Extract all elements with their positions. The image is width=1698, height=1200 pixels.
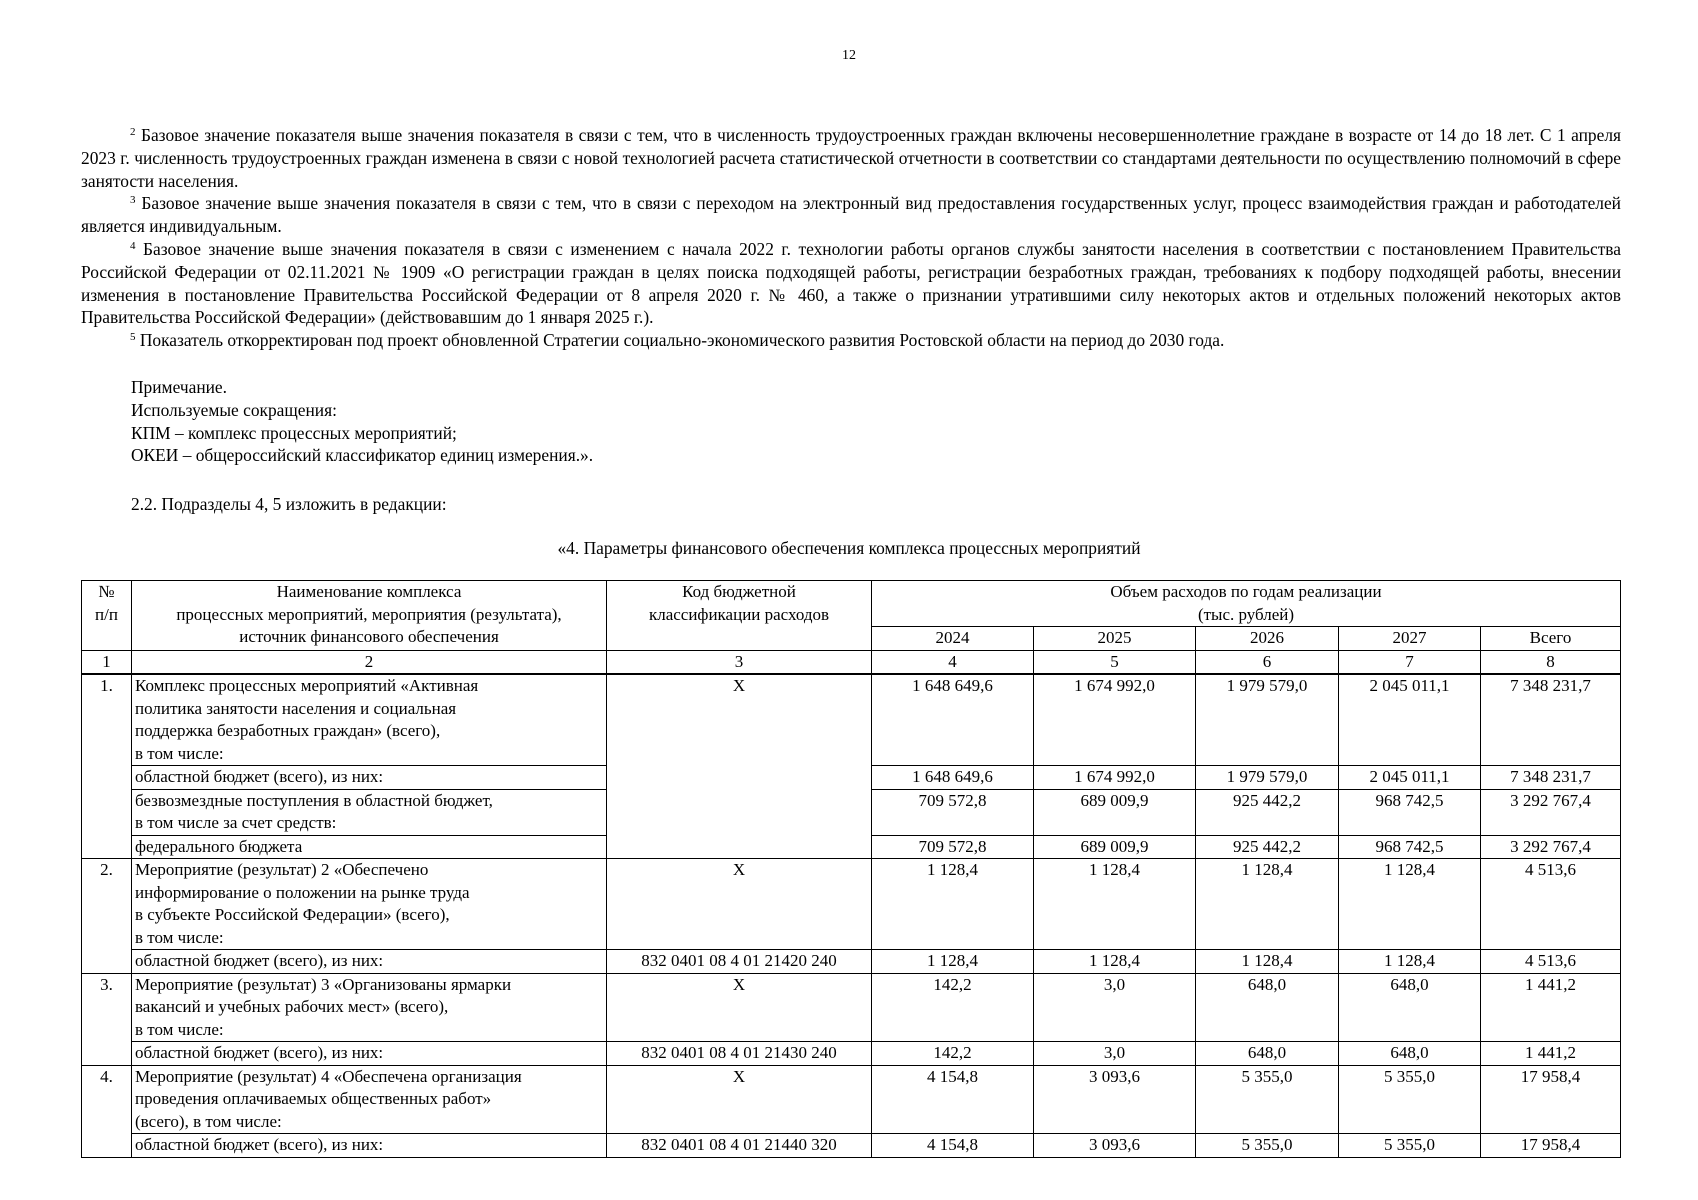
footnote-mark: 4 [130, 239, 136, 252]
column-number: 1 [82, 650, 132, 674]
footnote-4 [81, 238, 1621, 329]
note-block [131, 376, 593, 467]
header-total: Всего [1481, 627, 1621, 651]
footnote-text: Базовое значение выше значения показателя в связи с изменением с начала 2022 г. технологии работы органов службы занятости населения в соответствии с постановлением Правительства Российской Федерации от 02.11.2021 № 1909 «О регистрации граждан в целях поиска подходящей работы, регистрации безработных граждан, требованиях к подбору подходящей работы, внесении изменения в постановление Правительства Российской Федерации от 8 апреля 2020 г. № 460, а также о признании утратившими силу некоторых актов и отдельных положений некоторых актов Правительства Российской Федерации» (действовавшим до 1 января 2025 г.). [81, 238, 1621, 328]
header-num: № п/п [82, 581, 132, 651]
table-row [82, 859, 1621, 950]
footnote-2 [81, 124, 1621, 192]
row-number: 4. [82, 1065, 132, 1157]
budget-code: X [607, 859, 872, 950]
row-name: Мероприятие (результат) 3 «Организованы ярмарки вакансий и учебных рабочих мест» (всего), в том числе: [132, 973, 607, 1042]
year-value: 5 355,0 [1339, 1065, 1481, 1134]
year-value: 1 648 649,6 [872, 766, 1034, 790]
footnote-5 [81, 329, 1621, 352]
year-value: 1 128,4 [872, 950, 1034, 974]
header-year: 2024 [872, 627, 1034, 651]
row-name: Комплекс процессных мероприятий «Активная политика занятости населения и социальная поддержка безработных граждан» (всего), в том числе: [132, 674, 607, 766]
total-value: 17 958,4 [1481, 1065, 1621, 1134]
year-value: 1 128,4 [1196, 859, 1339, 950]
page-number: 12 [842, 48, 856, 63]
total-value: 4 513,6 [1481, 859, 1621, 950]
year-value: 648,0 [1339, 973, 1481, 1042]
note-title: Примечание. [131, 377, 227, 397]
column-number: 5 [1034, 650, 1196, 674]
header-name: Наименование комплекса процессных мероприятий, мероприятия (результата), источник финансового обеспечения [132, 581, 607, 651]
year-value: 709 572,8 [872, 789, 1034, 835]
note-item: ОКЕИ – общероссийский классификатор единиц измерения.». [131, 445, 594, 466]
row-number: 2. [82, 859, 132, 974]
year-value: 3,0 [1034, 973, 1196, 1042]
year-value: 925 442,2 [1196, 789, 1339, 835]
total-value: 1 441,2 [1481, 973, 1621, 1042]
year-value: 1 128,4 [1034, 859, 1196, 950]
footnote-mark: 2 [130, 126, 136, 138]
budget-code: X [607, 674, 872, 859]
header-year: 2027 [1339, 627, 1481, 651]
year-value: 5 355,0 [1339, 1134, 1481, 1158]
budget-code: 832 0401 08 4 01 21440 320 [607, 1134, 872, 1158]
instruction-text: 2.2. Подразделы 4, 5 изложить в редакции: [131, 494, 447, 514]
row-name: областной бюджет (всего), из них: [132, 1134, 607, 1158]
year-value: 3 093,6 [1034, 1134, 1196, 1158]
note-item: КПМ – комплекс процессных мероприятий; [131, 422, 457, 443]
row-number: 3. [82, 973, 132, 1065]
table-row [82, 950, 1621, 974]
footnote-mark: 5 [130, 331, 136, 344]
column-number: 7 [1339, 650, 1481, 674]
year-value: 142,2 [872, 973, 1034, 1042]
header-year: 2025 [1034, 627, 1196, 651]
total-value: 7 348 231,7 [1481, 674, 1621, 766]
header-year: 2026 [1196, 627, 1339, 651]
year-value: 1 128,4 [1196, 950, 1339, 974]
year-value: 648,0 [1196, 973, 1339, 1042]
budget-code: X [607, 1065, 872, 1134]
year-value: 1 128,4 [1339, 950, 1481, 974]
row-name: Мероприятие (результат) 2 «Обеспечено информирование о положении на рынке труда в субъекте Российской Федерации» (всего), в том числе: [132, 859, 607, 950]
year-value: 2 045 011,1 [1339, 766, 1481, 790]
column-number: 8 [1481, 650, 1621, 674]
budget-code: 832 0401 08 4 01 21420 240 [607, 950, 872, 974]
year-value: 709 572,8 [872, 835, 1034, 859]
year-value: 2 045 011,1 [1339, 674, 1481, 766]
row-name: Мероприятие (результат) 4 «Обеспечена организация проведения оплачиваемых общественных работ» (всего), в том числе: [132, 1065, 607, 1134]
total-value: 1 441,2 [1481, 1042, 1621, 1066]
column-number: 3 [607, 650, 872, 674]
note-subtitle: Используемые сокращения: [131, 399, 337, 420]
row-name: областной бюджет (всего), из них: [132, 1042, 607, 1066]
column-number: 6 [1196, 650, 1339, 674]
table-row [82, 1042, 1621, 1066]
year-value: 1 674 992,0 [1034, 766, 1196, 790]
year-value: 1 979 579,0 [1196, 766, 1339, 790]
year-value: 968 742,5 [1339, 835, 1481, 859]
year-value: 142,2 [872, 1042, 1034, 1066]
row-name: областной бюджет (всего), из них: [132, 766, 607, 790]
year-value: 925 442,2 [1196, 835, 1339, 859]
total-value: 4 513,6 [1481, 950, 1621, 974]
year-value: 689 009,9 [1034, 835, 1196, 859]
row-name: областной бюджет (всего), из них: [132, 950, 607, 974]
footnote-text: Показатель откорректирован под проект обновленной Стратегии социально-экономического развития Ростовской области на период до 2030 года. [139, 330, 1225, 351]
table-row [82, 973, 1621, 1042]
year-value: 689 009,9 [1034, 789, 1196, 835]
year-value: 5 355,0 [1196, 1065, 1339, 1134]
total-value: 3 292 767,4 [1481, 835, 1621, 859]
budget-code: X [607, 973, 872, 1042]
total-value: 3 292 767,4 [1481, 789, 1621, 835]
column-number: 4 [872, 650, 1034, 674]
year-value: 1 128,4 [872, 859, 1034, 950]
row-name: безвозмездные поступления в областной бюджет, в том числе за счет средств: [132, 789, 607, 835]
year-value: 968 742,5 [1339, 789, 1481, 835]
total-value: 7 348 231,7 [1481, 766, 1621, 790]
table-row [82, 1134, 1621, 1158]
footnote-text: Базовое значение показателя выше значения показателя в связи с тем, что в численность трудоустроенных граждан включены несовершеннолетние граждане в возрасте от 14 до 18 лет. С 1 апреля 2023 г. численность трудоустроенных граждан изменена в связи с новой технологией расчета статистической отчетности в соответствии со стандартами деятельности по осуществлению полномочий в сфере занятости населения. [81, 125, 1621, 191]
year-value: 3 093,6 [1034, 1065, 1196, 1134]
year-value: 1 128,4 [1339, 859, 1481, 950]
footnote-3 [81, 192, 1621, 238]
column-number: 2 [132, 650, 607, 674]
footnote-mark: 3 [130, 194, 136, 207]
year-value: 1 128,4 [1034, 950, 1196, 974]
year-value: 1 674 992,0 [1034, 674, 1196, 766]
table-row [82, 1065, 1621, 1134]
year-value: 648,0 [1339, 1042, 1481, 1066]
total-value: 17 958,4 [1481, 1134, 1621, 1158]
year-value: 4 154,8 [872, 1134, 1034, 1158]
footnotes [81, 124, 1621, 352]
row-number: 1. [82, 674, 132, 859]
header-code: Код бюджетной классификации расходов [607, 581, 872, 651]
header-volume: Объем расходов по годам реализации (тыс. рублей) [872, 581, 1621, 627]
year-value: 3,0 [1034, 1042, 1196, 1066]
year-value: 4 154,8 [872, 1065, 1034, 1134]
year-value: 1 648 649,6 [872, 674, 1034, 766]
row-name: федерального бюджета [132, 835, 607, 859]
table-row [82, 674, 1621, 766]
budget-code: 832 0401 08 4 01 21430 240 [607, 1042, 872, 1066]
year-value: 1 979 579,0 [1196, 674, 1339, 766]
year-value: 648,0 [1196, 1042, 1339, 1066]
section-title: «4. Параметры финансового обеспечения комплекса процессных мероприятий [557, 538, 1141, 558]
year-value: 5 355,0 [1196, 1134, 1339, 1158]
column-numbers-row [82, 650, 1621, 674]
footnote-text: Базовое значение выше значения показателя в связи с тем, что в связи с переходом на электронный вид предоставления государственных услуг, процесс взаимодействия граждан и работодателей является индивидуальным. [81, 193, 1621, 237]
financial-table [81, 580, 1621, 1158]
